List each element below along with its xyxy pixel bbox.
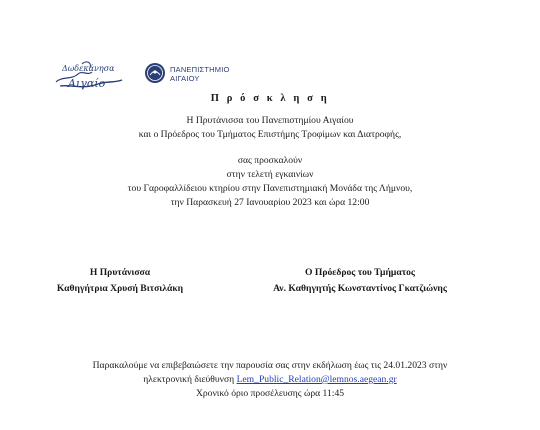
university-name-line2: ΑΙΓΑΙΟΥ <box>170 74 200 83</box>
signature-rector-name: Καθηγήτρια Χρυσή Βιτσιλάκη <box>56 283 184 294</box>
university-seal-icon <box>144 62 166 84</box>
body-line-building: του Γαροφαλλίδειου κτηρίου στην Πανεπιστημιακή Μονάδα της Λήμνου, <box>127 183 413 194</box>
intro-line-rector: Η Πρυτάνισσα του Πανεπιστημίου Αιγαίου <box>186 115 354 126</box>
script-logo-line1: Δωδεκάνησα <box>62 64 115 73</box>
signature-president <box>230 265 490 297</box>
body-line-datetime: την Παρασκευή 27 Ιανουαρίου 2023 και ώρα 12:00 <box>170 197 370 208</box>
signature-rector <box>40 265 200 297</box>
university-name <box>170 65 230 83</box>
body-line-invite: σας προσκαλούν <box>237 155 303 166</box>
university-name-line1: ΠΑΝΕΠΙΣΤΗΜΙΟ <box>170 65 230 74</box>
signature-president-name: Αν. Καθηγητής Κωνσταντίνος Γκατζιώνης <box>273 283 447 294</box>
rsvp-line1: Παρακαλούμε να επιβεβαιώσετε την παρουσία σας στην εκδήλωση έως τις 24.01.2023 στην <box>92 360 448 371</box>
invitation-body <box>0 154 540 210</box>
logo-area <box>52 56 252 96</box>
intro-line-president: και ο Πρόεδρος του Τμήματος Επιστήμης Τροφίμων και Διατροφής, <box>138 129 402 140</box>
invitation-title: Π ρ ό σ κ λ η σ η <box>210 93 330 104</box>
script-logo-line2: Αιγαίο <box>68 77 106 90</box>
rsvp-arrival-deadline: Χρονικό όριο προσέλευσης ώρα 11:45 <box>195 388 345 399</box>
signature-president-role: Ο Πρόεδρος του Τμήματος <box>305 267 415 278</box>
rsvp-footer <box>0 359 540 401</box>
university-logo <box>144 62 254 90</box>
signature-rector-role: Η Πρυτάνισσα <box>89 267 151 278</box>
dodecanese-aegean-logo <box>52 56 134 94</box>
invitation-intro <box>0 114 540 142</box>
body-line-ceremony: στην τελετή εγκαινίων <box>226 169 314 180</box>
rsvp-email-prefix: ηλεκτρονική διεύθυνση <box>143 374 237 385</box>
rsvp-line2 <box>0 373 540 387</box>
rsvp-email-link[interactable]: Lem_Public_Relation@lemnos.aegean.gr <box>236 374 397 385</box>
